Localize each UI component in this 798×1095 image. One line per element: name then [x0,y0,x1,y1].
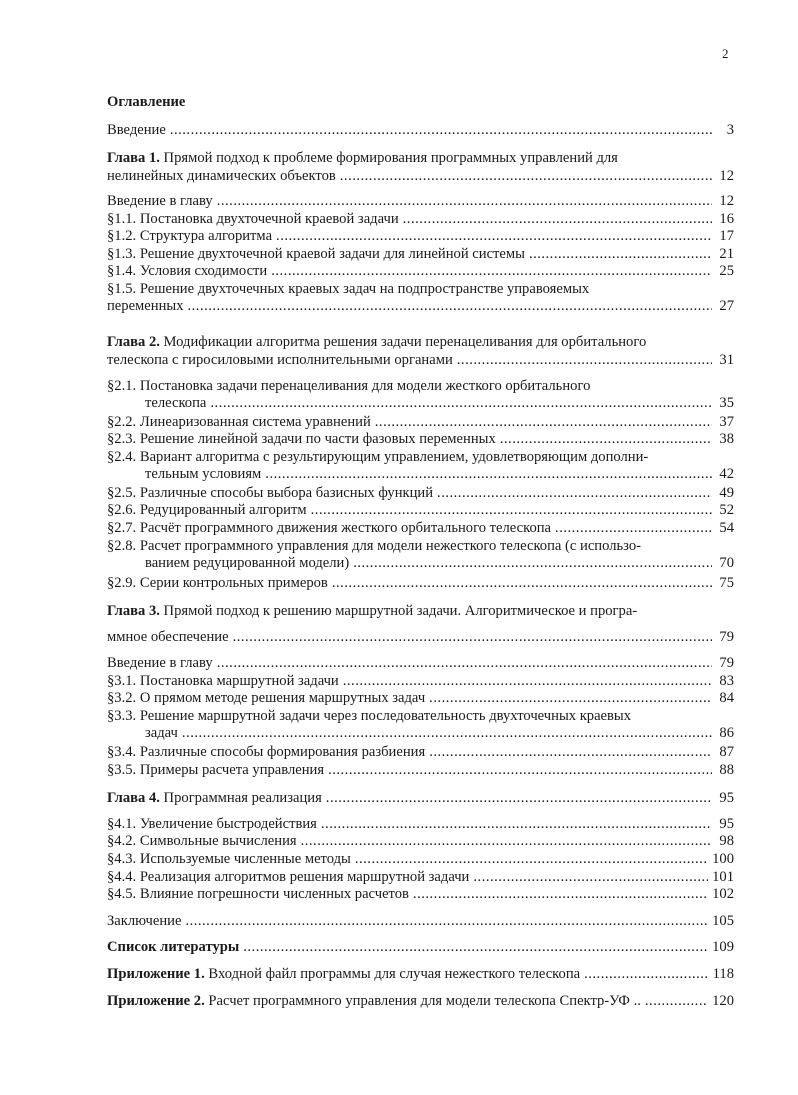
toc-entry-s3-1[interactable] [107,673,734,690]
dot-leader [353,555,712,572]
toc-entry-text: §4.4. Реализация алгоритмов решения маршрутной задачи [107,869,470,885]
toc-page-number: 79 [719,655,734,671]
toc-entry-text: §4.1. Увеличение быстродействия [107,816,317,832]
dot-leader [311,502,712,519]
toc-entry-text: §2.3. Решение линейной задачи по части фазовых переменных [107,431,496,447]
toc-entry-text: телескопа [145,395,207,411]
toc-page-number: 120 [712,993,734,1009]
toc-entry-text: Приложение 2. Расчет программного управления для модели телескопа Спектр-УФ .. [107,993,641,1009]
toc-title: Оглавление [107,94,186,110]
toc-entry-text: Приложение 1. Входной файл программы для случая нежесткого телескопа [107,966,581,982]
toc-entry-s2-3[interactable] [107,431,734,448]
toc-entry-text: ммное обеспечение [107,629,229,645]
toc-page-number: 109 [712,939,734,955]
toc-page-number: 31 [719,352,734,368]
dot-leader [437,485,712,502]
toc-entry-text: §3.3. Решение маршрутной задачи через последовательность двухточечных краевых [107,708,632,724]
dot-leader [584,966,709,983]
toc-page-number: 95 [719,790,734,806]
toc-entry-text: Список литературы [107,939,240,955]
toc-entry-s2-9[interactable] [107,575,734,592]
dot-leader [555,520,712,537]
toc-entry-text: §1.4. Условия сходимости [107,263,268,279]
dot-leader [210,395,712,412]
toc-entry-text: §1.2. Структура алгоритма [107,228,273,244]
toc-entry-conclusion[interactable] [107,913,734,930]
toc-entry-s1-3[interactable] [107,246,734,263]
toc-page-number: 17 [719,228,734,244]
dot-leader [271,263,712,280]
toc-entry-text: §2.4. Вариант алгоритма с результирующим управлением, удовлетворяющим дополни- [107,449,649,465]
dot-leader [375,414,712,431]
toc-entry-s2-5[interactable] [107,485,734,502]
toc-entry-s1-5[interactable] [107,281,734,315]
toc-entry-s2-7[interactable] [107,520,734,537]
toc-entry-text: Глава 1. Прямой подход к проблеме формирования программных управлений для [107,150,618,166]
toc-entry-text: §3.1. Постановка маршрутной задачи [107,673,339,689]
toc-entry-text: Введение в главу [107,193,213,209]
toc-entry-ch3[interactable] [107,603,734,646]
toc-entry-text: §3.5. Примеры расчета управления [107,762,325,778]
dot-leader [332,575,712,592]
toc-page-number: 118 [712,966,734,982]
dot-leader [473,869,708,886]
toc-entry-text: §3.4. Различные способы формирования разбиения [107,744,426,760]
toc-entry-text: тельным условиям [145,466,262,482]
toc-page-number: 75 [719,575,734,591]
toc-entry-s4-2[interactable] [107,833,734,850]
toc-entry-ch2[interactable] [107,334,734,369]
toc-page-number: 70 [719,555,734,571]
toc-entry-text: ванием редуцированной модели) [145,555,350,571]
toc-entry-s2-6[interactable] [107,502,734,519]
dot-leader [429,690,712,707]
dot-leader [265,466,712,483]
dot-leader [243,939,708,956]
toc-page-number: 87 [719,744,734,760]
toc-page-number: 12 [719,168,734,184]
dot-leader [276,228,712,245]
toc-entry-text: Глава 2. Модификации алгоритма решения задачи перенацеливания для орбитального [107,334,647,350]
toc-page-number: 98 [719,833,734,849]
toc-entry-text: §2.7. Расчёт программного движения жесткого орбитального телескопа [107,520,552,536]
toc-page-number: 52 [719,502,734,518]
toc-entry-s2-8[interactable] [107,538,734,572]
toc-entry-ch3-intro[interactable] [107,655,734,672]
toc-entry-s1-4[interactable] [107,263,734,280]
toc-entry-text: §1.3. Решение двухточечной краевой задачи для линейной системы [107,246,525,262]
toc-page-number: 84 [719,690,734,706]
toc-entry-text: §1.1. Постановка двухточечной краевой задачи [107,211,399,227]
toc-page-number: 49 [719,485,734,501]
toc-page-number: 25 [719,263,734,279]
toc-entry-text: §4.3. Используемые численные методы [107,851,351,867]
toc-page-number: 38 [719,431,734,447]
toc-page-number: 105 [712,913,734,929]
toc-entry-s4-1[interactable] [107,816,734,833]
toc-entry-s3-3[interactable] [107,708,734,742]
toc-page-number: 37 [719,414,734,430]
toc-entry-text: нелинейных динамических объектов [107,168,336,184]
toc-entry-text: §4.5. Влияние погрешности численных расчетов [107,886,409,902]
toc-entry-text: §4.2. Символьные вычисления [107,833,297,849]
dot-leader [185,913,708,930]
toc-entry-ch4[interactable] [107,790,734,807]
dot-leader [413,886,708,903]
toc-page-number: 42 [719,466,734,482]
page-number: 2 [722,46,729,61]
toc-entry-s3-5[interactable] [107,762,734,779]
toc-page-number: 27 [719,298,734,314]
dot-leader [217,655,712,672]
toc-page-number: 88 [719,762,734,778]
toc-entry-s2-4[interactable] [107,449,734,483]
dot-leader [429,744,712,761]
dot-leader [529,246,712,263]
toc-entry-text: §2.8. Расчет программного управления для модели нежесткого телескопа (с использо- [107,538,641,554]
dot-leader [328,762,712,779]
toc-entry-s4-4[interactable] [107,869,734,886]
toc-page-number: 79 [719,629,734,645]
toc-entry-text: §2.9. Серии контрольных примеров [107,575,328,591]
dot-leader [188,298,713,315]
toc-entry-s2-2[interactable] [107,414,734,431]
dot-leader [326,790,712,807]
toc-entry-text: §2.2. Линеаризованная система уравнений [107,414,371,430]
toc-entry-text: задач [145,725,178,741]
toc-entry-ch1[interactable] [107,150,734,185]
toc-entry-text: Заключение [107,913,182,929]
toc-entry-text: §2.1. Постановка задачи перенацеливания для модели жесткого орбитального [107,378,591,394]
toc-entry-s4-3[interactable] [107,851,734,868]
dot-leader [301,833,712,850]
toc-entry-refs[interactable] [107,939,734,956]
toc-page-number: 102 [712,886,734,902]
dot-leader [340,168,712,185]
dot-leader [645,993,708,1010]
dot-leader [403,211,712,228]
dot-leader [182,725,712,742]
toc-entry-s3-2[interactable] [107,690,734,707]
toc-page-number: 3 [726,122,734,138]
toc-entry-text: телескопа с гиросиловыми исполнительными органами [107,352,453,368]
toc-entry-text: §2.6. Редуцированный алгоритм [107,502,307,518]
dot-leader [217,193,712,210]
toc-entry-text: §2.5. Различные способы выбора базисных функций [107,485,434,501]
toc-page-number: 12 [719,193,734,209]
toc-page-number: 100 [712,851,734,867]
toc-page-number: 101 [712,869,734,885]
toc-entry-s1-2[interactable] [107,228,734,245]
toc-entry-s4-5[interactable] [107,886,734,903]
toc-page-number: 95 [719,816,734,832]
toc-page-number: 83 [719,673,734,689]
toc-entry-ch1-intro[interactable] [107,193,734,210]
toc-entry-app2[interactable] [107,993,734,1010]
toc-entry-text: Введение [107,122,166,138]
toc-page-number: 21 [719,246,734,262]
toc-entry-s2-1[interactable] [107,378,734,412]
dot-leader [321,816,712,833]
toc-entry-text: Глава 4. Программная реализация [107,790,322,806]
toc-entry-text: Глава 3. Прямой подход к решению маршрутной задачи. Алгоритмическое и програ- [107,603,638,619]
toc-entry-s1-1[interactable] [107,211,734,228]
toc-entry-s3-4[interactable] [107,744,734,761]
dot-leader [500,431,712,448]
toc-entry-text: §3.2. О прямом методе решения маршрутных задач [107,690,426,706]
toc-entry-text: Введение в главу [107,655,213,671]
toc-entry-app1[interactable] [107,966,734,983]
dot-leader [355,851,708,868]
dot-leader [457,352,712,369]
toc-entry-text: §1.5. Решение двухточечных краевых задач на подпространстве управояемых [107,281,590,297]
dot-leader [170,122,712,139]
dot-leader [233,629,712,646]
toc-entry-intro[interactable] [107,122,734,139]
toc-page-number: 54 [719,520,734,536]
toc-page-number: 86 [719,725,734,741]
dot-leader [343,673,712,690]
toc-page-number: 16 [719,211,734,227]
toc-entry-text: переменных [107,298,184,314]
toc-page-number: 35 [719,395,734,411]
